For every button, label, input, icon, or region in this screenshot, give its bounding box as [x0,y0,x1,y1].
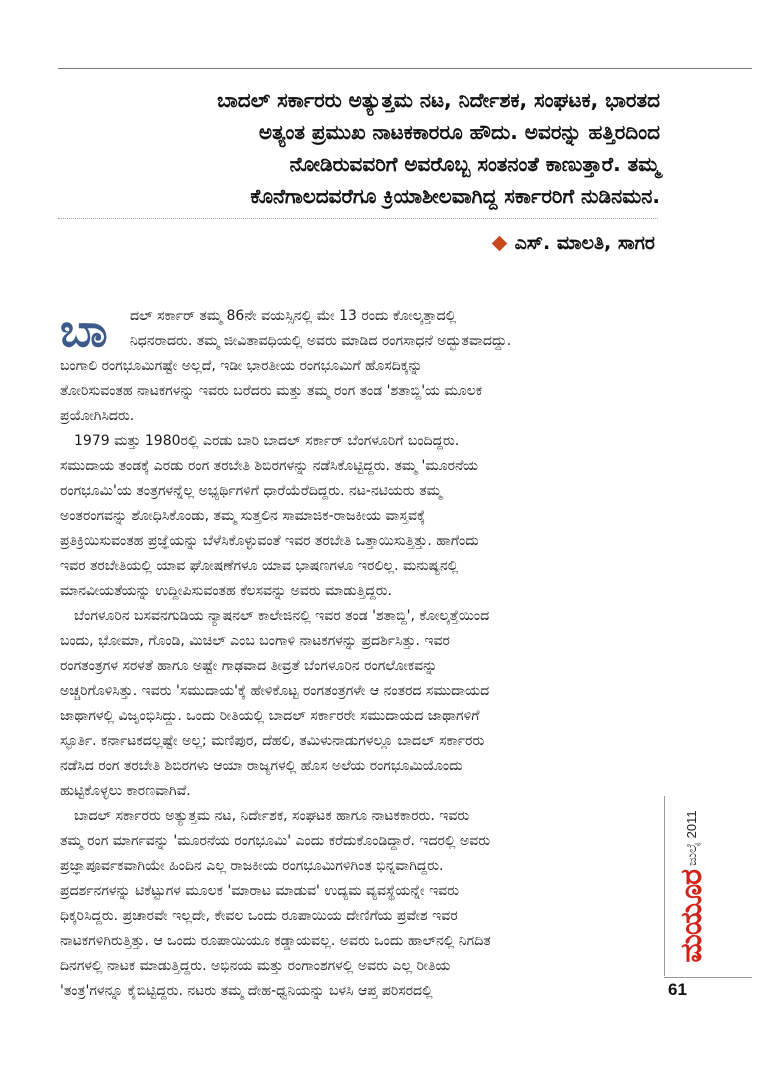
text-line: ಮಾನವೀಯತೆಯನ್ನು ಉದ್ದೀಪಿಸುವಂತಹ ಕೆಲಸವನ್ನು ಅವರು ಮಾಡುತ್ತಿದ್ದರು. [60,583,392,599]
pullquote-line: ಕೊನೆಗಾಲದವರೆಗೂ ಕ್ರಿಯಾಶೀಲವಾಗಿದ್ದ ಸರ್ಕಾರರಿಗೆ ನುಡಿನಮನ. [250,184,660,208]
text-line: ಪ್ರಯೋಗಿಸಿದರು. [60,408,135,424]
text-line: ಬಾದಲ್ ಸರ್ಕಾರರು ಅತ್ಯುತ್ತಮ ನಟ, ನಿರ್ದೇಶಕ, ಸಂಘಟಕ ಹಾಗೂ ನಾಟಕಕಾರರು. ಇವರು [74,808,470,824]
paragraph [60,604,660,804]
masthead [670,796,712,972]
text-line: ಅಂತರಂಗವನ್ನು ಶೋಧಿಸಿಕೊಂಡು, ತಮ್ಮ ಸುತ್ತಲಿನ ಸಾಮಾಜಿಕ-ರಾಜಕೀಯ ವಾಸ್ತವಕ್ಕೆ [60,508,426,524]
text-line: ರಂಗತಂತ್ರಗಳ ಸರಳತೆ ಹಾಗೂ ಅಷ್ಟೇ ಗಾಢವಾದ ತೀವ್ರತೆ ಬೆಂಗಳೂರಿನ ರಂಗಲೋಕವನ್ನು [60,658,438,674]
text-line: ಧಿಕ್ಕರಿಸಿದ್ದರು. ಪ್ರಚಾರವೇ ಇಲ್ಲದೇ, ಕೇವಲ ಒಂದು ರೂಪಾಯಿಯ ದೇಣಿಗೆಯ ಪ್ರವೇಶ ಇವರ [60,908,458,924]
text-line: ಬಂದು, ಭೋಮಾ, ಗೊಂಡಿ, ಮಿಚಿಲ್ ಎಂಬ ಬಂಗಾಳಿ ನಾಟಕಗಳನ್ನು ಪ್ರದರ್ಶಿಸಿತ್ತು. ಇವರ [60,633,450,649]
paragraph [60,354,660,429]
dotted-divider [58,218,658,219]
magazine-logo: ಮಯೂರ [673,870,709,963]
text-line: ಇವರ ತರಬೇತಿಯಲ್ಲಿ ಯಾವ ಘೋಷಣೆಗಳೂ ಯಾವ ಭಾಷಣಗಳೂ ಇರಲಿಲ್ಲ. ಮನುಷ್ಯನಲ್ಲಿ [60,558,459,574]
text-line: ನಡೆಸಿದ ರಂಗ ತರಬೇತಿ ಶಿಬಿರಗಳು ಆಯಾ ರಾಜ್ಯಗಳಲ್ಲಿ ಹೊಸ ಅಲೆಯ ರಂಗಭೂಮಿಯೊಂದು [60,758,463,774]
text-line: ರಂಗಭೂಮಿ'ಯ ತಂತ್ರಗಳನ್ನೆಲ್ಲ ಅಭ್ಯರ್ಥಿಗಳಿಗೆ ಧಾರೆಯೆರೆದಿದ್ದರು. ನಟ-ನಟಿಯರು ತಮ್ಮ [60,483,442,499]
page-number: 61 [668,980,687,999]
text-line: ಜಾಥಾಗಳಲ್ಲಿ ವಿಜೃಂಭಿಸಿದ್ದು. ಒಂದು ರೀತಿಯಲ್ಲಿ ಬಾದಲ್ ಸರ್ಕಾರರೇ ಸಮುದಾಯದ ಜಾಥಾಗಳಿಗೆ [60,708,480,724]
text-line: ನಾಟಕಗಳಿಗಿರುತ್ತಿತ್ತು. ಆ ಒಂದು ರೂಪಾಯಿಯೂ ಕಡ್ಡಾಯವಲ್ಲ. ಅವರು ಒಂದು ಹಾಲ್‌ನಲ್ಲಿ ನಿಗದಿತ [60,933,491,949]
pullquote [60,84,660,212]
issue-date: ಜುಲೈ 2011 [683,810,699,866]
text-line: ಪ್ರಜ್ಞಾಪೂರ್ವಕವಾಗಿಯೇ ಹಿಂದಿನ ಎಲ್ಲ ರಾಜಕೀಯ ರಂಗಭೂಮಿಗಳಿಗಿಂತ ಭಿನ್ನವಾಗಿದ್ದರು. [60,858,444,874]
paragraph [60,303,660,357]
paragraph [60,804,660,1004]
text-line: ತಮ್ಮ ರಂಗ ಮಾರ್ಗವನ್ನು 'ಮೂರನೆಯ ರಂಗಭೂಮಿ' ಎಂದು ಕರೆದುಕೊಂಡಿದ್ದಾರೆ. ಇದರಲ್ಲಿ ಅವರು [60,833,491,849]
text-line: ಪ್ರದರ್ಶನಗಳನ್ನು ಟಿಕೆಟ್ಟುಗಳ ಮೂಲಕ 'ಮಾರಾಟ ಮಾಡುವ' ಉದ್ಯಮ ವ್ಯವಸ್ಥೆಯನ್ನೇ ಇವರು [60,883,460,899]
text-line: 'ತಂತ್ರ'ಗಳನ್ನೂ ಕೈಬಿಟ್ಟಿದ್ದರು. ನಟರು ತಮ್ಮ ದೇಹ-ಧ್ವನಿಯನ್ನು ಬಳಸಿ ಆಪ್ತ ಪರಿಸರದಲ್ಲಿ [60,983,433,999]
article-body [60,304,660,1004]
side-rule [664,796,665,976]
pullquote-line: ಬಾದಲ್ ಸರ್ಕಾರರು ಅತ್ಯುತ್ತಮ ನಟ, ನಿರ್ದೇಶಕ, ಸಂಘಟಕ, ಭಾರತದ [217,88,660,112]
text-line: ಹುಟ್ಟಿಕೊಳ್ಳಲು ಕಾರಣವಾಗಿವೆ. [60,783,191,799]
text-line: ಬಂಗಾಲಿ ರಂಗಭೂಮಿಗಷ್ಟೇ ಅಲ್ಲದೆ, ಇಡೀ ಭಾರತೀಯ ರಂಗಭೂಮಿಗೆ ಹೊಸದಿಕ್ಕನ್ನು [60,358,423,374]
pullquote-line: ಅತ್ಯಂತ ಪ್ರಮುಖ ನಾಟಕಕಾರರೂ ಹೌದು. ಅವರನ್ನು ಹತ್ತಿರದಿಂದ [258,120,660,144]
text-line: 1979 ಮತ್ತು 1980ರಲ್ಲಿ ಎರಡು ಬಾರಿ ಬಾದಲ್ ಸರ್ಕಾರ್ ಬೆಂಗಳೂರಿಗೆ ಬಂದಿದ್ದರು. [74,433,460,449]
author-name: ಎಸ್. ಮಾಲತಿ, ಸಾಗರ [514,232,655,254]
text-line: ಅಚ್ಚರಿಗೊಳಿಸಿತ್ತು. ಇವರು 'ಸಮುದಾಯ'ಕ್ಕೆ ಹೇಳಿಕೊಟ್ಟ ರಂಗತಂತ್ರಗಳೇ ಆ ನಂತರದ ಸಮುದಾಯದ [60,683,490,699]
text-line: ಸ್ಫೂರ್ತಿ. ಕರ್ನಾಟಕದಲ್ಲಷ್ಟೇ ಅಲ್ಲ; ಮಣಿಪುರ, ದೆಹಲಿ, ತಮಿಳುನಾಡುಗಳಲ್ಲೂ ಬಾದಲ್ ಸರ್ಕಾರರು [60,733,485,749]
text-line: ನಿಧನರಾದರು. ತಮ್ಮ ಜೀವಿತಾವಧಿಯಲ್ಲಿ ಅವರು ಮಾಡಿದ ರಂಗಸಾಧನೆ ಅದ್ಭುತವಾದದ್ದು. [130,333,512,349]
drop-cap: ಬಾ [60,303,108,357]
text-line: ಬೆಂಗಳೂರಿನ ಬಸವನಗುಡಿಯ ನ್ಯಾಷನಲ್ ಕಾಲೇಜಿನಲ್ಲಿ ಇವರ ತಂಡ 'ಶತಾಬ್ದಿ', ಕೋಲ್ಕತ್ತೆಯಿಂದ [74,608,490,624]
text-line: ದಲ್ ಸರ್ಕಾರ್ ತಮ್ಮ 86ನೇ ವಯಸ್ಸಿನಲ್ಲಿ ಮೇ 13 ರಂದು ಕೋಲ್ಕತ್ತಾದಲ್ಲಿ [130,308,457,324]
text-line: ದಿನಗಳಲ್ಲಿ ನಾಟಕ ಮಾಡುತ್ತಿದ್ದರು. ಅಭಿನಯ ಮತ್ತು ರಂಗಾಂಶಗಳಲ್ಲಿ ಅವರು ಎಲ್ಲ ರೀತಿಯ [60,958,451,974]
text-line: ಪ್ರತಿಕ್ರಿಯಿಸುವಂತಹ ಪ್ರಜ್ಞೆಯನ್ನು ಬೆಳೆಸಿಕೊಳ್ಳುವಂತೆ ಇವರ ತರಬೇತಿ ಒತ್ತಾಯಿಸುತ್ತಿತ್ತು. ಹಾಗೆಂದು [60,533,479,549]
text-line: ಸಮುದಾಯ ತಂಡಕ್ಕೆ ಎರಡು ರಂಗ ತರಬೇತಿ ಶಿಬಿರಗಳನ್ನು ನಡೆಸಿಕೊಟ್ಟಿದ್ದರು. ತಮ್ಮ 'ಮೂರನೆಯ [60,458,478,474]
author-byline [494,232,655,254]
paragraph [60,429,660,604]
top-rule [58,68,752,69]
diamond-bullet-icon [491,235,507,251]
bottom-rule [664,977,752,978]
pullquote-line: ನೋಡಿರುವವರಿಗೆ ಅವರೊಬ್ಬ ಸಂತನಂತೆ ಕಾಣುತ್ತಾರೆ. ತಮ್ಮ [289,152,660,176]
text-line: ತೋರಿಸುವಂತಹ ನಾಟಕಗಳನ್ನು ಇವರು ಬರೆದರು ಮತ್ತು ತಮ್ಮ ರಂಗ ತಂಡ 'ಶತಾಬ್ದಿ'ಯ ಮೂಲಕ [60,383,483,399]
